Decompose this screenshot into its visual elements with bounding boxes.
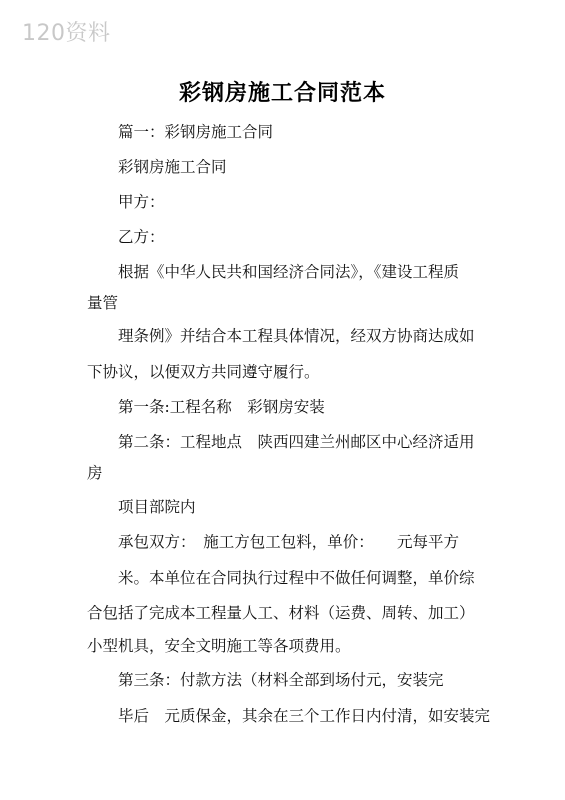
contract-parties: 承包双方： 施工方包工包料，单价： 元每平方 <box>118 533 460 551</box>
paragraph-line: 米。本单位在合同执行过程中不做任何调整，单价综 <box>118 569 475 587</box>
paragraph-line: 项目部院内 <box>118 498 196 516</box>
clause-2: 第二条：工程地点 陕西四建兰州邮区中心经济适用 <box>118 433 475 451</box>
paragraph-line: 量管 <box>87 294 119 312</box>
paragraph-line: 小型机具，安全文明施工等各项费用。 <box>87 637 351 655</box>
paragraph-line: 毕后 元质保金，其余在三个工作日内付清，如安装完 <box>118 707 491 725</box>
paragraph-line: 根据《中华人民共和国经济合同法》，《建设工程质 <box>118 263 460 281</box>
paragraph-line: 理条例》并结合本工程具体情况，经双方协商达成如 <box>118 327 475 345</box>
paragraph-line: 房 <box>87 464 103 482</box>
party-b: 乙方： <box>118 228 165 246</box>
party-a: 甲方： <box>118 193 165 211</box>
watermark-logo: 120资料 <box>22 21 111 46</box>
document-title: 彩钢房施工合同范本 <box>178 81 386 106</box>
clause-1: 第一条:工程名称 彩钢房安装 <box>118 398 325 416</box>
clause-3: 第三条：付款方法（材料全部到场付元，安装完 <box>118 671 444 689</box>
contract-name: 彩钢房施工合同 <box>118 158 227 176</box>
section-heading: 篇一：彩钢房施工合同 <box>118 123 274 141</box>
paragraph-line: 合包括了完成本工程量人工、材料（运费、周转、加工） <box>87 604 475 622</box>
paragraph-line: 下协议，以便双方共同遵守履行。 <box>87 363 320 381</box>
